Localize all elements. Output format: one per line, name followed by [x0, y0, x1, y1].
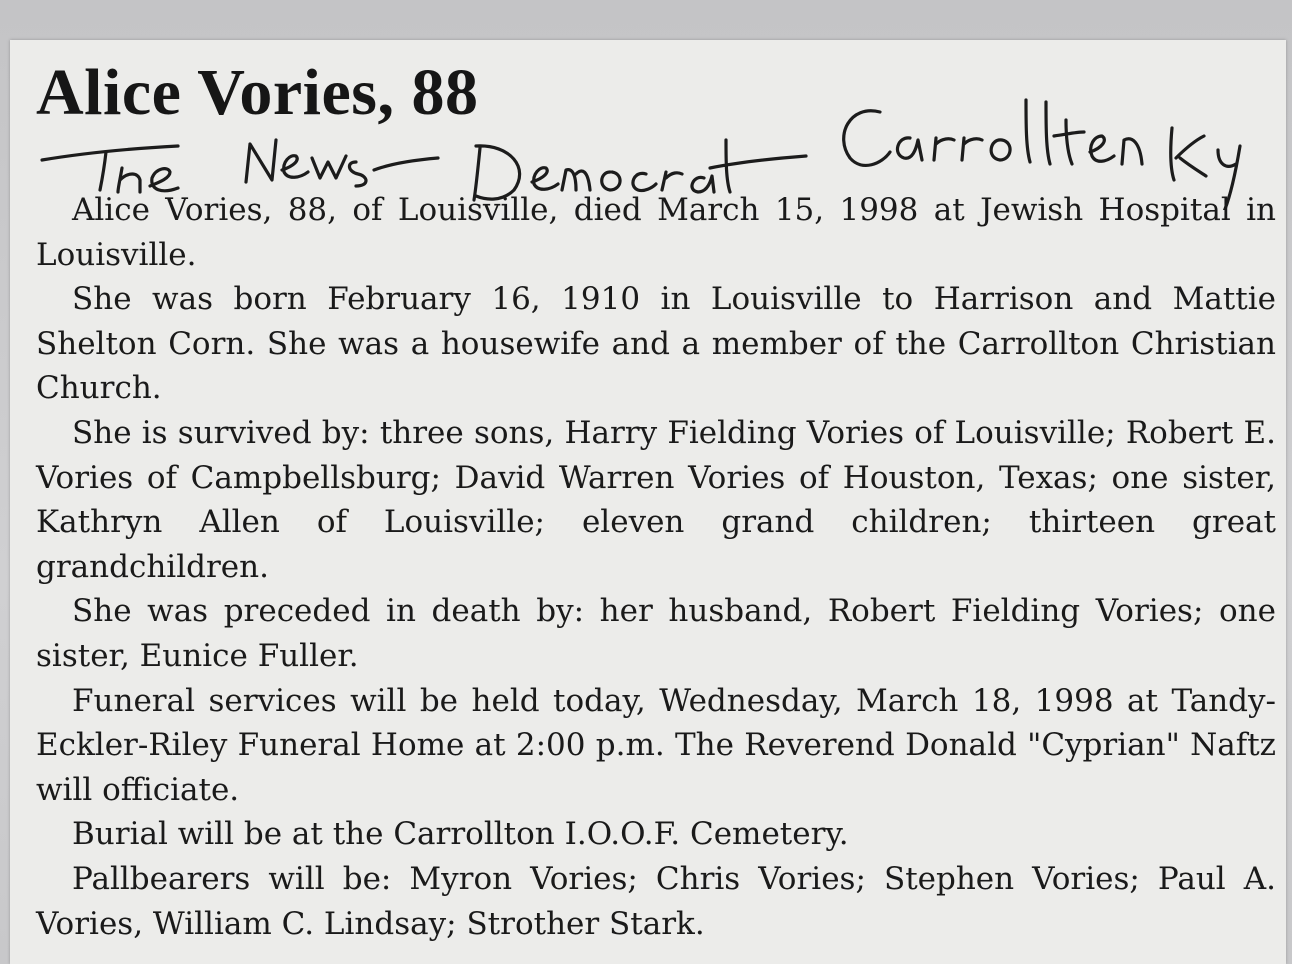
paragraph-birth-and-church: She was born February 16, 1910 in Louisville to Harrison and Mattie Shelton Corn. She was a housewife and a member of the Carrollton Christian Church. — [36, 281, 1276, 407]
paragraph-funeral-services: Funeral services will be held today, Wednesday, March 18, 1998 at Tandy-Eckler-Riley Funeral Home at 2:00 p.m. The Reverend Donald "Cyprian" Naftz will officiate. — [36, 682, 1276, 808]
newspaper-clipping — [10, 40, 1286, 964]
paragraph-pallbearers: Pallbearers will be: Myron Vories; Chris Vories; Stephen Vories; Paul A. Vories, William C. Lindsay; Strother Stark. — [36, 860, 1276, 942]
obituary-body — [36, 188, 1276, 946]
paragraph-survivors: She is survived by: three sons, Harry Fielding Vories of Louisville; Robert E. Vories of Campbellsburg; David Warren Vories of Houston, Texas; one sister, Kathryn Allen of Louisville; eleven grand children; thirteen great grandchildren. — [36, 414, 1276, 585]
obituary-headline: Alice Vories, 88 — [36, 56, 479, 129]
paragraph-burial: Burial will be at the Carrollton I.O.O.F. Cemetery. — [72, 816, 849, 853]
paragraph-preceded-in-death: She was preceded in death by: her husband, Robert Fielding Vories; one sister, Eunice Fuller. — [36, 593, 1276, 674]
paragraph-death-notice: Alice Vories, 88, of Louisville, died March 15, 1998 at Jewish Hospital in Louisville. — [36, 192, 1276, 273]
